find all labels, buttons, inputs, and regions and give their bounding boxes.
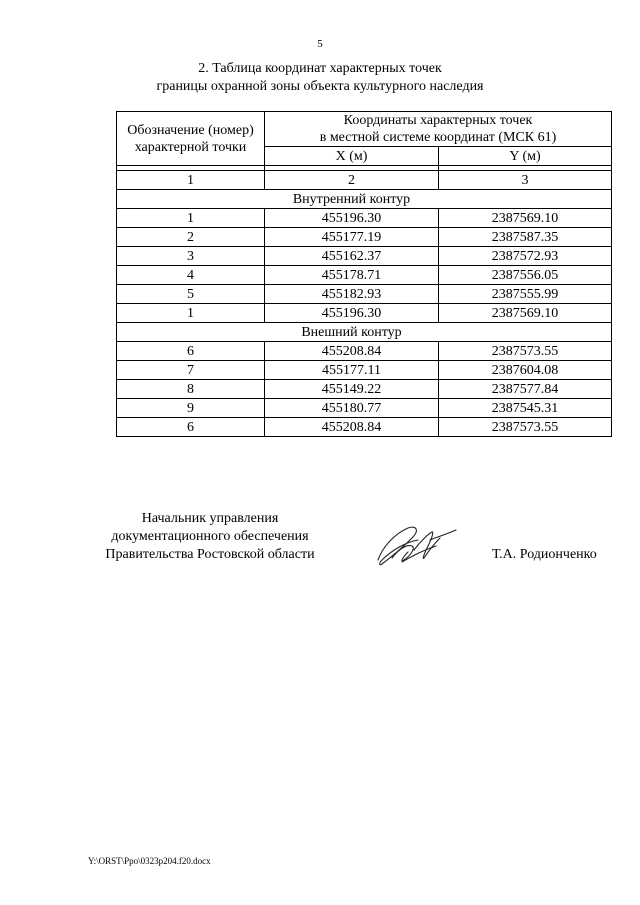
- coordinates-table: [116, 111, 612, 437]
- x-coordinate-cell: 455149.22: [265, 380, 439, 399]
- signer-name: Т.А. Родионченко: [492, 547, 597, 562]
- numbering-cell: 3: [439, 171, 612, 190]
- y-coordinate-cell: 2387555.99: [439, 285, 612, 304]
- y-coordinate-cell: 2387545.31: [439, 399, 612, 418]
- table-row: [117, 285, 612, 304]
- point-number-cell: 9: [117, 399, 265, 418]
- section-label: Внешний контур: [265, 323, 439, 342]
- table-row: [117, 399, 612, 418]
- x-coordinate-cell: 455177.11: [265, 361, 439, 380]
- header-coordinates-line-2: в местной системе координат (МСК 61): [319, 130, 557, 145]
- y-coordinate-cell: 2387569.10: [439, 209, 612, 228]
- header-x: X (м): [265, 147, 439, 166]
- document-title: [0, 60, 640, 96]
- section-label-row: [117, 190, 612, 209]
- y-coordinate-cell: 2387604.08: [439, 361, 612, 380]
- signer-position: [90, 510, 330, 564]
- x-coordinate-cell: 455162.37: [265, 247, 439, 266]
- table-row: [117, 361, 612, 380]
- point-number-cell: 1: [117, 304, 265, 323]
- header-coordinates: [265, 112, 612, 147]
- point-number-cell: 5: [117, 285, 265, 304]
- y-coordinate-cell: 2387573.55: [439, 342, 612, 361]
- table-row: [117, 418, 612, 437]
- table-row: [117, 209, 612, 228]
- point-number-cell: 2: [117, 228, 265, 247]
- table-row: [117, 304, 612, 323]
- point-number-cell: 8: [117, 380, 265, 399]
- handwritten-signature: [372, 520, 462, 570]
- y-coordinate-cell: 2387556.05: [439, 266, 612, 285]
- y-coordinate-cell: 2387587.35: [439, 228, 612, 247]
- x-coordinate-cell: 455178.71: [265, 266, 439, 285]
- section-label: Внутренний контур: [265, 190, 439, 209]
- signer-position-line: документационного обеспечения: [111, 529, 309, 544]
- header-row-1: [117, 112, 612, 147]
- point-number-cell: 6: [117, 418, 265, 437]
- point-number-cell: 3: [117, 247, 265, 266]
- x-coordinate-cell: 455177.19: [265, 228, 439, 247]
- file-path: Y:\ORST\Ppo\0323p204.f20.docx: [88, 856, 211, 866]
- table-row: [117, 266, 612, 285]
- point-number-cell: 4: [117, 266, 265, 285]
- numbering-row: [117, 171, 612, 190]
- point-number-cell: 7: [117, 361, 265, 380]
- point-number-cell: 1: [117, 209, 265, 228]
- table-row: [117, 247, 612, 266]
- page-number: 5: [317, 38, 323, 50]
- header-point-line-2: характерной точки: [134, 139, 247, 155]
- section-label-row: [117, 323, 612, 342]
- numbering-cell: 2: [265, 171, 439, 190]
- x-coordinate-cell: 455196.30: [265, 209, 439, 228]
- header-point-line-1: Обозначение (номер): [127, 122, 254, 138]
- header-point-designation: [117, 112, 265, 166]
- table-row: [117, 380, 612, 399]
- x-coordinate-cell: 455182.93: [265, 285, 439, 304]
- title-line-1: 2. Таблица координат характерных точек: [198, 61, 442, 76]
- x-coordinate-cell: 455196.30: [265, 304, 439, 323]
- x-coordinate-cell: 455208.84: [265, 342, 439, 361]
- header-coordinates-line-1: Координаты характерных точек: [343, 113, 533, 128]
- x-coordinate-cell: 455180.77: [265, 399, 439, 418]
- y-coordinate-cell: 2387569.10: [439, 304, 612, 323]
- y-coordinate-cell: 2387577.84: [439, 380, 612, 399]
- numbering-cell: 1: [117, 171, 265, 190]
- header-y: Y (м): [439, 147, 612, 166]
- point-number-cell: 6: [117, 342, 265, 361]
- x-coordinate-cell: 455208.84: [265, 418, 439, 437]
- title-line-2: границы охранной зоны объекта культурного наследия: [156, 79, 484, 94]
- y-coordinate-cell: 2387573.55: [439, 418, 612, 437]
- signer-position-line: Правительства Ростовской области: [105, 547, 315, 562]
- table-row: [117, 342, 612, 361]
- signer-position-line: Начальник управления: [141, 511, 279, 526]
- table-row: [117, 228, 612, 247]
- y-coordinate-cell: 2387572.93: [439, 247, 612, 266]
